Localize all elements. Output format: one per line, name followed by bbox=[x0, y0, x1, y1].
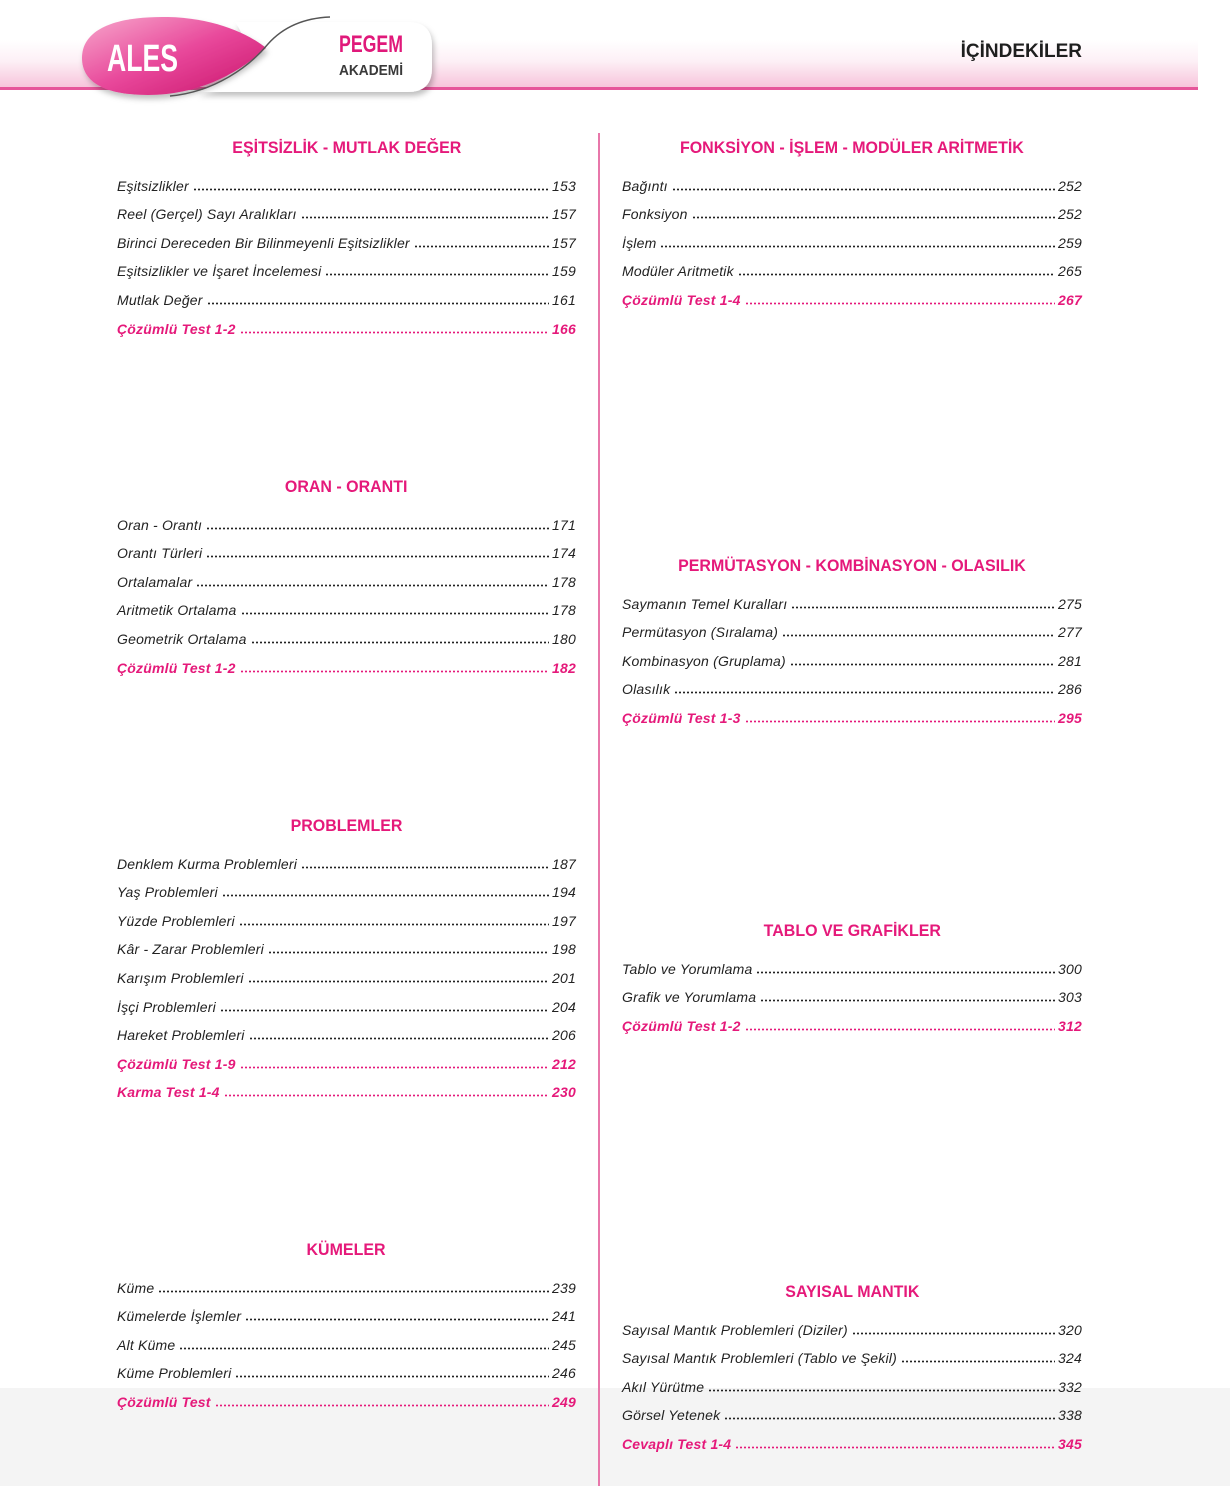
dot-leader bbox=[901, 1360, 1055, 1363]
entry-title: Çözümlü Test 1-9 bbox=[117, 1055, 236, 1072]
toc-entry-test bbox=[622, 704, 1082, 733]
section-heading-text: SAYISAL MANTIK bbox=[784, 1282, 920, 1301]
entry-title: Oran - Orantı bbox=[117, 516, 203, 533]
entry-title: Orantı Türleri bbox=[117, 545, 203, 562]
dot-leader bbox=[240, 331, 549, 334]
toc-entry bbox=[117, 539, 576, 568]
page-number: 178 bbox=[552, 573, 576, 590]
entry-title: Çözümlü Test 1-2 bbox=[117, 320, 236, 337]
toc-entry-test bbox=[622, 286, 1082, 315]
entry-title: İşlem bbox=[622, 234, 657, 251]
toc-entry bbox=[117, 935, 576, 964]
page-number: 197 bbox=[552, 912, 576, 929]
entry-title: Tablo ve Yorumlama bbox=[622, 960, 753, 977]
page-number: 166 bbox=[552, 320, 576, 337]
page-number: 267 bbox=[1058, 292, 1082, 309]
entry-title: Küme bbox=[117, 1279, 155, 1296]
dot-leader bbox=[724, 1417, 1055, 1420]
page-number: 159 bbox=[552, 263, 576, 280]
dot-leader bbox=[196, 584, 549, 587]
dot-leader bbox=[745, 1028, 1055, 1031]
dot-leader bbox=[179, 1347, 549, 1350]
page-number: 320 bbox=[1058, 1321, 1082, 1338]
section-tablo-grafikler bbox=[622, 919, 1082, 1040]
page-number: 252 bbox=[1058, 177, 1082, 194]
page-number: 303 bbox=[1058, 989, 1082, 1006]
page-number: 157 bbox=[552, 234, 576, 251]
page-number: 230 bbox=[552, 1084, 576, 1101]
page-number: 198 bbox=[552, 941, 576, 958]
toc-entry bbox=[622, 1401, 1082, 1430]
section-heading-text: PERMÜTASYON - KOMBİNASYON - OLASILIK bbox=[678, 556, 1026, 575]
entry-title: Çözümlü Test 1-2 bbox=[117, 659, 236, 676]
dot-leader bbox=[301, 216, 549, 219]
entry-title: Kümelerde İşlemler bbox=[117, 1308, 242, 1325]
toc-entry bbox=[622, 1316, 1082, 1345]
page-number: 281 bbox=[1058, 652, 1082, 669]
section-heading-text: PROBLEMLER bbox=[290, 816, 403, 835]
entry-title: Eşitsizlikler ve İşaret İncelemesi bbox=[117, 263, 322, 280]
dot-leader bbox=[240, 670, 549, 673]
entry-title: Geometrik Ortalama bbox=[117, 631, 247, 648]
toc-entry-test bbox=[117, 654, 576, 683]
page-number: 295 bbox=[1058, 710, 1082, 727]
page-number: 187 bbox=[552, 855, 576, 872]
page-number: 239 bbox=[552, 1279, 576, 1296]
dot-leader bbox=[672, 188, 1055, 191]
entry-title: Çözümlü Test bbox=[117, 1394, 211, 1411]
dot-leader bbox=[245, 1318, 549, 1321]
logo-ales-text: ALES bbox=[107, 38, 178, 80]
entry-title: Denklem Kurma Problemleri bbox=[117, 855, 298, 872]
dot-leader bbox=[240, 1066, 549, 1069]
page-number: 345 bbox=[1058, 1436, 1082, 1453]
section-heading bbox=[622, 136, 1082, 160]
toc-entry bbox=[117, 907, 576, 936]
dot-leader bbox=[735, 1446, 1055, 1449]
toc-entry bbox=[622, 675, 1082, 704]
page-number: 182 bbox=[552, 659, 576, 676]
entry-title: Alt Küme bbox=[117, 1336, 176, 1353]
entry-title: Akıl Yürütme bbox=[622, 1378, 705, 1395]
page-number: 286 bbox=[1058, 681, 1082, 698]
toc-entry bbox=[117, 1302, 576, 1331]
dot-leader bbox=[207, 302, 549, 305]
dot-leader bbox=[249, 1037, 550, 1040]
section-heading bbox=[117, 814, 576, 838]
toc-entry bbox=[117, 596, 576, 625]
dot-leader bbox=[248, 980, 549, 983]
entry-title: Sayısal Mantık Problemleri (Tablo ve Şekil) bbox=[622, 1350, 897, 1367]
section-heading-text: ORAN - ORANTI bbox=[285, 477, 408, 496]
entry-title: Modüler Aritmetik bbox=[622, 263, 734, 280]
section-heading bbox=[117, 1238, 576, 1262]
entry-title: Hareket Problemleri bbox=[117, 1027, 245, 1044]
toc-entry bbox=[117, 878, 576, 907]
toc-entry-test bbox=[117, 1078, 576, 1107]
entry-title: Karma Test 1-4 bbox=[117, 1084, 220, 1101]
section-heading-text: FONKSİYON - İŞLEM - MODÜLER ARİTMETİK bbox=[680, 138, 1024, 157]
section-heading bbox=[117, 475, 576, 499]
entry-title: Bağıntı bbox=[622, 177, 668, 194]
page-number: 332 bbox=[1058, 1378, 1082, 1395]
entry-title: Mutlak Değer bbox=[117, 292, 203, 309]
entry-title: Fonksiyon bbox=[622, 206, 688, 223]
dot-leader bbox=[206, 527, 549, 530]
toc-entry bbox=[117, 200, 576, 229]
page-number: 206 bbox=[552, 1027, 576, 1044]
toc-entry bbox=[117, 625, 576, 654]
entry-title: Reel (Gerçel) Sayı Aralıkları bbox=[117, 206, 297, 223]
entry-title: Çözümlü Test 1-2 bbox=[622, 1017, 741, 1034]
toc-entry bbox=[117, 1021, 576, 1050]
ales-pegem-logo bbox=[0, 0, 460, 110]
dot-leader bbox=[791, 606, 1055, 609]
page-number: 171 bbox=[552, 516, 576, 533]
section-heading-text: KÜMELER bbox=[306, 1240, 387, 1259]
toc-entry-test bbox=[117, 1050, 576, 1079]
section-permutasyon-olasilik bbox=[622, 554, 1082, 733]
entry-title: Karışım Problemleri bbox=[117, 970, 244, 987]
dot-leader bbox=[235, 1375, 549, 1378]
dot-leader bbox=[158, 1290, 549, 1293]
logo-pegem-text: PEGEM bbox=[339, 31, 403, 58]
page-number: 338 bbox=[1058, 1407, 1082, 1424]
entry-title: Birinci Dereceden Bir Bilinmeyenli Eşitsizlikler bbox=[117, 234, 410, 251]
dot-leader bbox=[708, 1389, 1055, 1392]
dot-leader bbox=[756, 971, 1055, 974]
toc-entry bbox=[622, 1344, 1082, 1373]
entry-title: İşçi Problemleri bbox=[117, 998, 216, 1015]
entry-title: Saymanın Temel Kuralları bbox=[622, 595, 788, 612]
section-kumeler bbox=[117, 1238, 576, 1417]
dot-leader bbox=[414, 245, 549, 248]
toc-entry-test bbox=[117, 1388, 576, 1417]
toc-entry bbox=[622, 618, 1082, 647]
section-oran-oranti bbox=[117, 475, 576, 682]
page-number: 157 bbox=[552, 206, 576, 223]
entry-title: Çözümlü Test 1-4 bbox=[622, 292, 741, 309]
entry-title: Olasılık bbox=[622, 681, 671, 698]
toc-entry bbox=[622, 172, 1082, 201]
entry-title: Görsel Yetenek bbox=[622, 1407, 721, 1424]
page-number: 249 bbox=[552, 1394, 576, 1411]
toc-entry bbox=[117, 229, 576, 258]
page-number: 265 bbox=[1058, 263, 1082, 280]
entry-title: Sayısal Mantık Problemleri (Diziler) bbox=[622, 1321, 848, 1338]
section-heading-text: EŞİTSİZLİK - MUTLAK DEĞER bbox=[231, 138, 462, 157]
dot-leader bbox=[268, 951, 549, 954]
dot-leader bbox=[215, 1404, 549, 1407]
section-sayisal-mantik bbox=[622, 1280, 1082, 1459]
entry-title: Yaş Problemleri bbox=[117, 884, 218, 901]
dot-leader bbox=[745, 302, 1055, 305]
page-number: 178 bbox=[552, 602, 576, 619]
dot-leader bbox=[674, 691, 1055, 694]
toc-entry bbox=[622, 200, 1082, 229]
section-heading bbox=[117, 136, 576, 160]
toc-entry bbox=[622, 955, 1082, 984]
toc-entry bbox=[117, 511, 576, 540]
toc-entry bbox=[117, 1274, 576, 1303]
page-number: 241 bbox=[552, 1308, 576, 1325]
dot-leader bbox=[206, 555, 549, 558]
toc-entry bbox=[622, 590, 1082, 619]
dot-leader bbox=[251, 641, 549, 644]
toc-entry-test bbox=[117, 315, 576, 344]
entry-title: Cevaplı Test 1-4 bbox=[622, 1436, 732, 1453]
page-number: 259 bbox=[1058, 234, 1082, 251]
toc-entry bbox=[117, 257, 576, 286]
dot-leader bbox=[222, 894, 549, 897]
toc-entry bbox=[117, 850, 576, 879]
dot-leader bbox=[241, 612, 550, 615]
logo-akademi-text: AKADEMİ bbox=[339, 62, 403, 79]
toc-entry bbox=[117, 993, 576, 1022]
page-number: 245 bbox=[552, 1336, 576, 1353]
dot-leader bbox=[760, 999, 1055, 1002]
page-number: 212 bbox=[552, 1055, 576, 1072]
page-number: 312 bbox=[1058, 1017, 1082, 1034]
toc-entry bbox=[117, 1331, 576, 1360]
toc-entry bbox=[622, 1373, 1082, 1402]
dot-leader bbox=[692, 216, 1055, 219]
entry-title: Ortalamalar bbox=[117, 573, 193, 590]
page-number: 275 bbox=[1058, 595, 1082, 612]
entry-title: Eşitsizlikler bbox=[117, 177, 189, 194]
entry-title: Aritmetik Ortalama bbox=[117, 602, 237, 619]
page-number: 252 bbox=[1058, 206, 1082, 223]
page-number: 201 bbox=[552, 970, 576, 987]
section-esitsizlik-mutlak-deger bbox=[117, 136, 576, 343]
dot-leader bbox=[224, 1094, 549, 1097]
page-title: İÇİNDEKİLER bbox=[960, 41, 1082, 62]
section-heading bbox=[622, 554, 1082, 578]
toc-entry bbox=[622, 647, 1082, 676]
dot-leader bbox=[790, 663, 1055, 666]
page-number: 161 bbox=[552, 292, 576, 309]
page-number: 277 bbox=[1058, 624, 1082, 641]
dot-leader bbox=[660, 245, 1055, 248]
dot-leader bbox=[782, 634, 1055, 637]
entry-title: Yüzde Problemleri bbox=[117, 912, 235, 929]
entry-title: Kâr - Zarar Problemleri bbox=[117, 941, 264, 958]
toc-entry bbox=[117, 286, 576, 315]
toc-entry bbox=[117, 964, 576, 993]
dot-leader bbox=[239, 923, 549, 926]
entry-title: Permütasyon (Sıralama) bbox=[622, 624, 779, 641]
page-number: 174 bbox=[552, 545, 576, 562]
dot-leader bbox=[301, 866, 549, 869]
page-number: 180 bbox=[552, 631, 576, 648]
toc-entry bbox=[622, 229, 1082, 258]
section-heading-text: TABLO VE GRAFİKLER bbox=[763, 921, 941, 940]
page-number: 246 bbox=[552, 1365, 576, 1382]
entry-title: Çözümlü Test 1-3 bbox=[622, 710, 741, 727]
dot-leader bbox=[193, 188, 549, 191]
page-number: 153 bbox=[552, 177, 576, 194]
entry-title: Kombinasyon (Gruplama) bbox=[622, 652, 786, 669]
page-number: 204 bbox=[552, 998, 576, 1015]
dot-leader bbox=[738, 273, 1055, 276]
section-heading bbox=[622, 919, 1082, 943]
page-number: 300 bbox=[1058, 960, 1082, 977]
page-number: 324 bbox=[1058, 1350, 1082, 1367]
toc-entry bbox=[622, 983, 1082, 1012]
section-heading bbox=[622, 1280, 1082, 1304]
toc-entry-test bbox=[622, 1012, 1082, 1041]
section-fonksiyon-islem-moduler bbox=[622, 136, 1082, 315]
dot-leader bbox=[852, 1332, 1055, 1335]
page-number: 194 bbox=[552, 884, 576, 901]
dot-leader bbox=[220, 1009, 549, 1012]
dot-leader bbox=[325, 273, 549, 276]
toc-entry bbox=[117, 1359, 576, 1388]
entry-title: Küme Problemleri bbox=[117, 1365, 232, 1382]
toc-entry bbox=[117, 568, 576, 597]
dot-leader bbox=[745, 720, 1055, 723]
entry-title: Grafik ve Yorumlama bbox=[622, 989, 757, 1006]
section-problemler bbox=[117, 814, 576, 1107]
toc-entry-test bbox=[622, 1430, 1082, 1459]
column-divider bbox=[598, 133, 600, 1486]
toc-entry bbox=[117, 172, 576, 201]
toc-entry bbox=[622, 257, 1082, 286]
